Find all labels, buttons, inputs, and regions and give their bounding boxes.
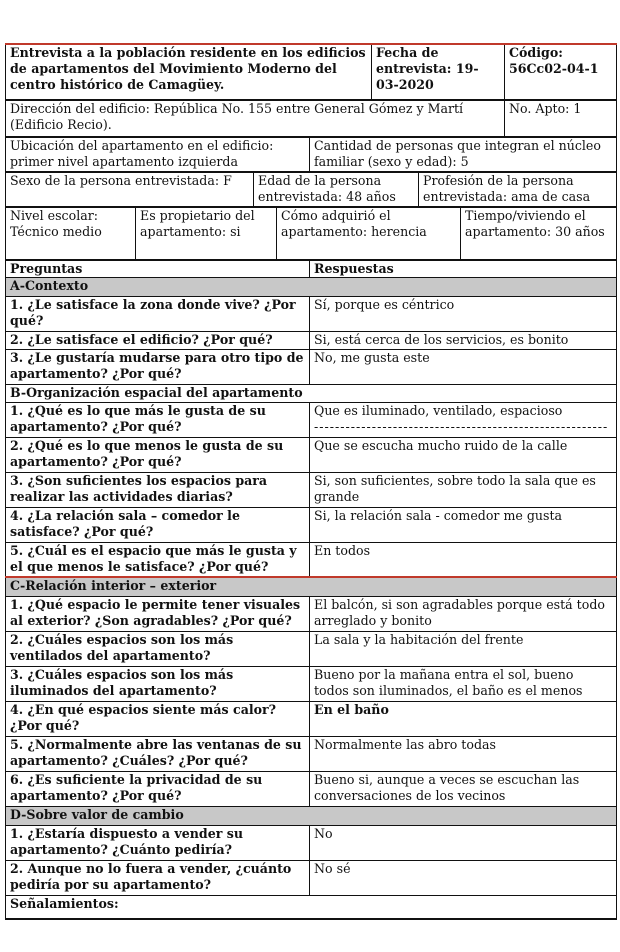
header-table <box>5 43 617 100</box>
remarks-label: Señalamientos: <box>6 895 617 919</box>
tenure-table <box>5 207 617 260</box>
time-living: Tiempo/viviendo el apartamento: 30 años <box>461 207 617 259</box>
table-row <box>6 701 617 736</box>
answer: Bueno por la mañana entra el sol, bueno todos son iluminados, el baño es el menos <box>310 666 617 701</box>
section-a-title: A-Contexto <box>6 277 617 296</box>
education-level: Nivel escolar: Técnico medio <box>6 207 136 259</box>
address-table <box>5 100 617 137</box>
column-headers <box>6 260 617 277</box>
table-row <box>6 472 617 507</box>
apartment-number: No. Apto: 1 <box>505 100 617 136</box>
answer: Si, son suficientes, sobre todo la sala que es grande <box>310 472 617 507</box>
question: 1. ¿Estaría dispuesto a vender su apartamento? ¿Cuánto pediría? <box>6 825 310 860</box>
table-row <box>6 507 617 542</box>
table-row <box>6 349 617 384</box>
location-table <box>5 137 617 172</box>
table-row <box>6 631 617 666</box>
interview-form <box>5 43 616 920</box>
apartment-location: Ubicación del apartamento en el edificio: primer nivel apartamento izquierda <box>6 137 310 171</box>
question: 5. ¿Normalmente abre las ventanas de su apartamento? ¿Cuáles? ¿Por qué? <box>6 736 310 771</box>
household-size: Cantidad de personas que integran el núcleo familiar (sexo y edad): 5 <box>310 137 617 171</box>
question: 1. ¿Le satisface la zona donde vive? ¿Por qué? <box>6 296 310 331</box>
answer: Si, la relación sala - comedor me gusta <box>310 507 617 542</box>
section-c-title: C-Relación interior – exterior <box>6 577 617 596</box>
answer: Que se escucha mucho ruido de la calle <box>310 437 617 472</box>
question: 2. ¿Cuáles espacios son los más ventilados del apartamento? <box>6 631 310 666</box>
question: 4. ¿En qué espacios siente más calor? ¿Por qué? <box>6 701 310 736</box>
table-row <box>6 296 617 331</box>
table-row <box>6 771 617 806</box>
answers-header: Respuestas <box>310 260 617 277</box>
answer: No, me gusta este <box>310 349 617 384</box>
question: 6. ¿Es suficiente la privacidad de su apartamento? ¿Por qué? <box>6 771 310 806</box>
table-row <box>6 331 617 349</box>
answer: No sé <box>310 860 617 895</box>
answer <box>310 402 617 437</box>
question: 2. ¿Le satisface el edificio? ¿Por qué? <box>6 331 310 349</box>
question: 1. ¿Qué es lo que más le gusta de su apartamento? ¿Por qué? <box>6 402 310 437</box>
answer: Si, está cerca de los servicios, es bonito <box>310 331 617 349</box>
form-title: Entrevista a la población residente en los edificios de apartamentos del Movimiento Moderno del centro histórico de Camagüey. <box>6 44 372 99</box>
question: 2. ¿Qué es lo que menos le gusta de su apartamento? ¿Por qué? <box>6 437 310 472</box>
question: 3. ¿Cuáles espacios son los más iluminados del apartamento? <box>6 666 310 701</box>
acquisition-method: Cómo adquirió el apartamento: herencia <box>277 207 461 259</box>
owner-status: Es propietario del apartamento: si <box>136 207 277 259</box>
dash-line: -------------------------------------------------------- <box>314 418 609 434</box>
table-row <box>6 860 617 895</box>
answer: La sala y la habitación del frente <box>310 631 617 666</box>
building-address: Dirección del edificio: República No. 155 entre General Gómez y Martí (Edificio Recio). <box>6 100 505 136</box>
table-row <box>6 402 617 437</box>
question: 3. ¿Son suficientes los espacios para realizar las actividades diarias? <box>6 472 310 507</box>
question: 3. ¿Le gustaría mudarse para otro tipo de apartamento? ¿Por qué? <box>6 349 310 384</box>
interviewee-profession: Profesión de la persona entrevistada: ama de casa <box>419 172 617 206</box>
answer-text: Que es iluminado, ventilado, espacioso <box>314 402 563 418</box>
answer: El balcón, si son agradables porque está todo arreglado y bonito <box>310 596 617 631</box>
answer: No <box>310 825 617 860</box>
section-d-title: D-Sobre valor de cambio <box>6 806 617 825</box>
question: 2. Aunque no lo fuera a vender, ¿cuánto pediría por su apartamento? <box>6 860 310 895</box>
table-row <box>6 542 617 577</box>
table-row <box>6 825 617 860</box>
answer: En todos <box>310 542 617 577</box>
table-row <box>6 736 617 771</box>
table-row <box>6 666 617 701</box>
answer: Bueno si, aunque a veces se escuchan las conversaciones de los vecinos <box>310 771 617 806</box>
qa-table <box>5 260 617 921</box>
table-row <box>6 437 617 472</box>
person-table <box>5 172 617 207</box>
answer: Sí, porque es céntrico <box>310 296 617 331</box>
table-row <box>6 596 617 631</box>
questions-header: Preguntas <box>6 260 310 277</box>
question: 1. ¿Qué espacio le permite tener visuales al exterior? ¿Son agradables? ¿Por qué? <box>6 596 310 631</box>
answer: En el baño <box>310 701 617 736</box>
interviewee-age: Edad de la persona entrevistada: 48 años <box>254 172 419 206</box>
question: 4. ¿La relación sala – comedor le satisface? ¿Por qué? <box>6 507 310 542</box>
section-b-title: B-Organización espacial del apartamento <box>6 384 617 402</box>
form-code: Código: 56Cc02-04-1 <box>505 44 617 99</box>
question: 5. ¿Cuál es el espacio que más le gusta y el que menos le satisface? ¿Por qué? <box>6 542 310 577</box>
interview-date: Fecha de entrevista: 19-03-2020 <box>372 44 505 99</box>
interviewee-sex: Sexo de la persona entrevistada: F <box>6 172 254 206</box>
answer: Normalmente las abro todas <box>310 736 617 771</box>
